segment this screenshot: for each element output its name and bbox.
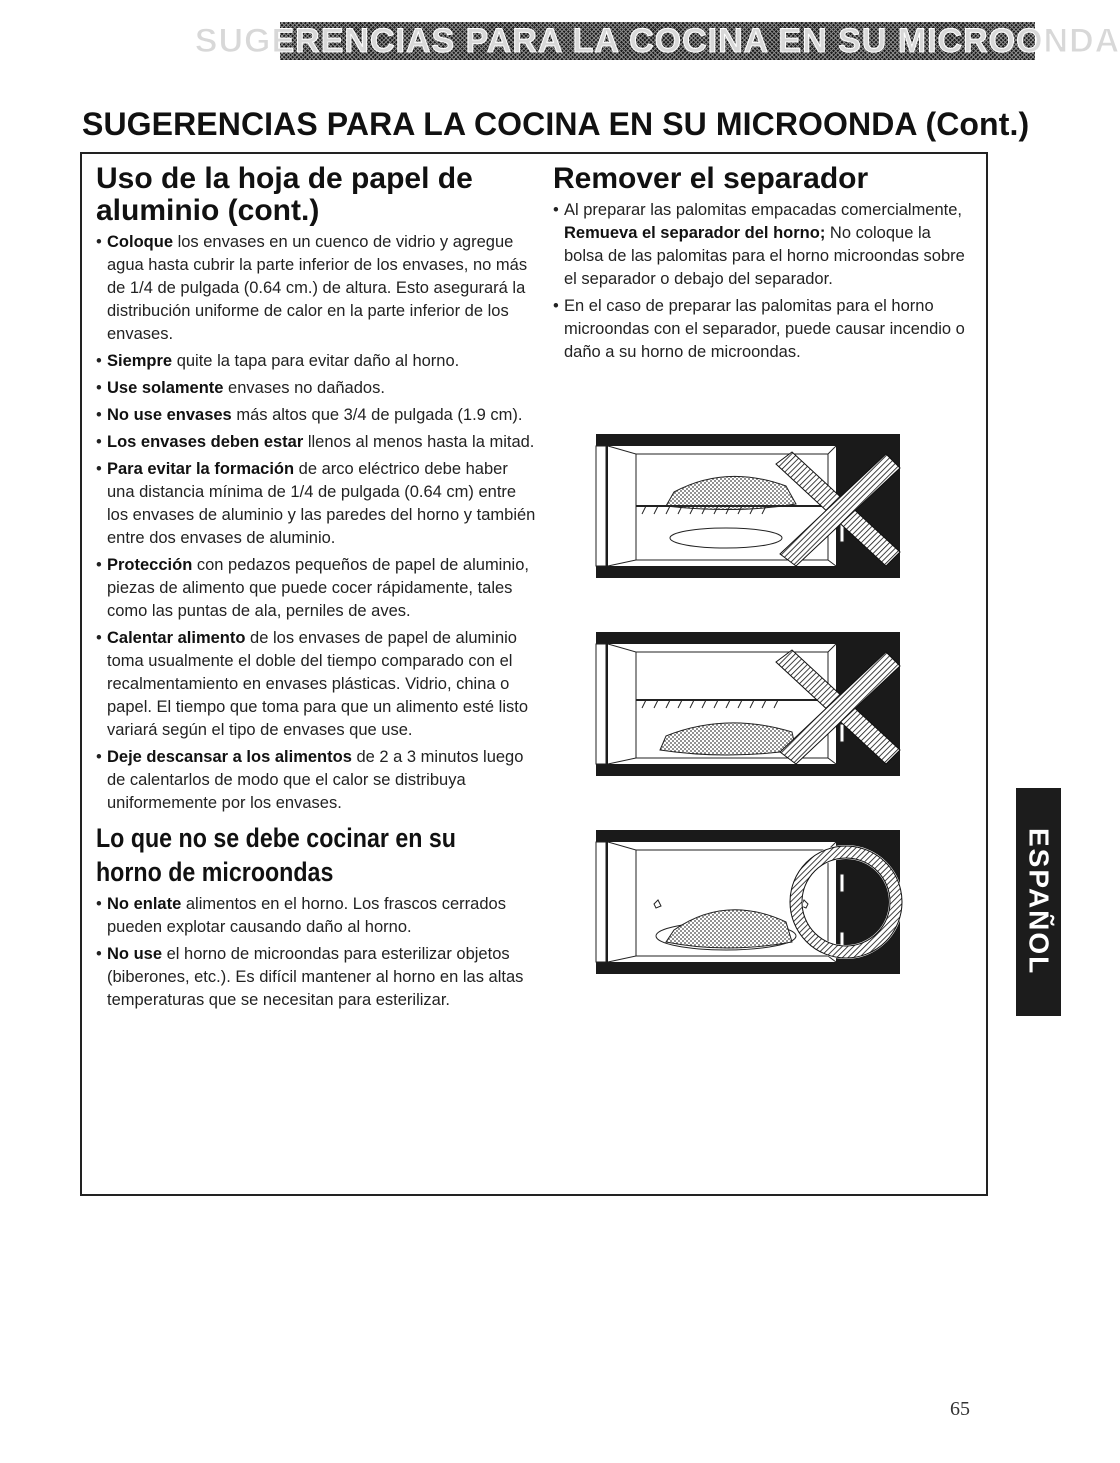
left-column (96, 163, 536, 1016)
list-item (553, 295, 973, 364)
list-item (96, 350, 536, 373)
item-text: alimentos en el horno. Los frascos cerrados pueden explotar causando daño al horno. (107, 895, 506, 936)
item-text: de arco eléctrico debe haber una distancia mínima de 1/4 de pulgada (0.64 cm) entre los envases de aluminio y las paredes del horno y también entre dos envases de aluminio. (107, 460, 536, 547)
item-text: de los envases de papel de aluminio toma usualmente el doble del tiempo comparado con el recalmentamiento en envases plásticas. Vidrio, china o papel. El tiempo que toma para que un alimento esté listo variará según el tipo de envases que use. (107, 629, 529, 739)
list-item (96, 431, 536, 454)
not-cook-heading-line1: Lo que no se debe cocinar en su (96, 823, 456, 853)
foil-heading: Uso de la hoja de papel de aluminio (cont.) (96, 162, 473, 227)
list-item (96, 554, 536, 623)
not-cook-heading-line2: horno de microondas (96, 857, 334, 887)
item-bold: Siempre (107, 352, 173, 370)
item-text: quite la tapa para evitar daño al horno. (172, 352, 460, 370)
item-text: de 2 a 3 minutos luego de calentarlos de modo que el calor se distribuya uniformemente por los envases. (107, 748, 524, 812)
item-bold: Calentar alimento (107, 629, 246, 647)
list-item (96, 231, 536, 346)
list-item (96, 404, 536, 427)
not-cook-section (96, 821, 536, 1012)
not-cook-list (96, 893, 536, 1012)
microwave-bag-on-turntable-illustration (596, 830, 900, 974)
list-item (96, 627, 536, 742)
item-text: los envases en un cuenco de vidrio y agregue agua hasta cubrir la parte inferior de los envases, no más de 1/4 de pulgada (0.64 cm.) de altura. Esto asegurará la distribución uniforme de calor en la parte inferior de los envases. (107, 233, 528, 343)
separator-heading: Remover el separador (553, 162, 869, 195)
list-item (553, 199, 973, 291)
item-bold: Protección (107, 556, 193, 574)
item-text: En el caso de preparar las palomitas para el horno microondas con el separador, puede causar incendio o daño a su horno de microondas. (564, 297, 965, 361)
microwave-bag-on-separator-illustration (596, 434, 900, 578)
item-text: el horno de microondas para esterilizar objetos (biberones, etc.). Es difícil mantener al horno en las altas temperaturas que se necesitan para esterilizar. (107, 945, 524, 1009)
item-bold: Coloque (107, 233, 173, 251)
item-bold: No use envases (107, 406, 232, 424)
item-bold: No enlate (107, 895, 182, 913)
item-bold: Para evitar la formación (107, 460, 295, 478)
right-column (553, 163, 973, 368)
banner-text: SUGERENCIAS PARA LA COCINA EN SU MICROONDA (194, 21, 1120, 60)
language-tab-label: ESPAÑOL (1023, 828, 1055, 976)
item-text: más altos que 3/4 de pulgada (1.9 cm). (231, 406, 523, 424)
item-text: llenos al menos hasta la mitad. (303, 433, 535, 451)
list-item (96, 746, 536, 815)
item-bold: Los envases deben estar (107, 433, 304, 451)
item-text: envases no dañados. (223, 379, 385, 397)
item-text: con pedazos pequeños de papel de aluminio, piezas de alimento que puede cocer rápidamente, tales como las puntas de ala, perniles de aves. (107, 556, 529, 620)
section-banner (194, 21, 1120, 60)
page-number: 65 (950, 1398, 970, 1420)
list-item (96, 377, 536, 400)
list-item (96, 893, 536, 939)
item-bold: Deje descansar a los alimentos (107, 748, 352, 766)
foil-list (96, 231, 536, 815)
item-text: Al preparar las palomitas empacadas comercialmente, (564, 201, 963, 219)
page-title: SUGERENCIAS PARA LA COCINA EN SU MICROONDA (Cont.) (82, 106, 1030, 142)
item-bold: Remueva el separador del horno; (564, 224, 826, 242)
microwave-separator-illustration (596, 632, 900, 776)
list-item (96, 943, 536, 1012)
item-bold: No use (107, 945, 163, 963)
list-item (96, 458, 536, 550)
item-text: No coloque la bolsa de las palomitas para el horno microondas sobre el separador o debajo del separador. (564, 224, 965, 288)
language-tab (1016, 788, 1061, 1016)
item-bold: Use solamente (107, 379, 224, 397)
separator-list (553, 199, 973, 364)
